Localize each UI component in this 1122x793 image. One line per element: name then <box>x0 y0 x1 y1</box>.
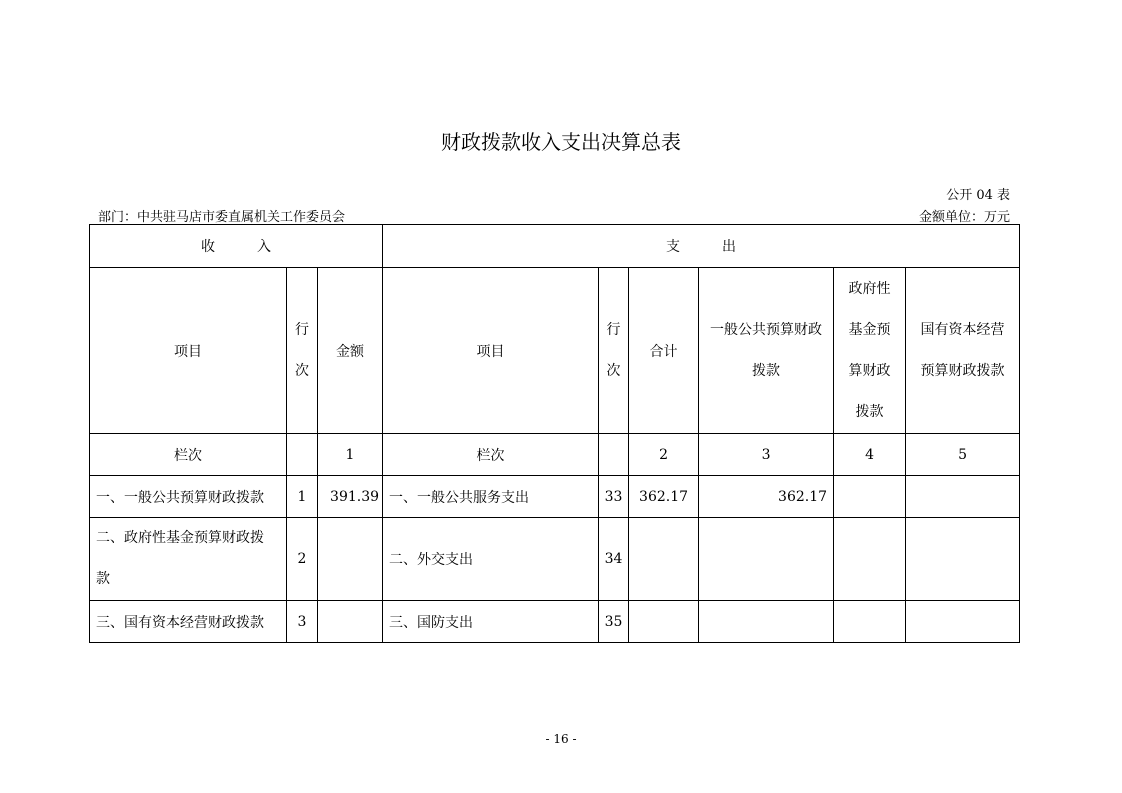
column-index-blank-left <box>287 434 318 476</box>
gov-fund-header-line-3: 算财政 <box>848 362 891 379</box>
income-item-cell: 一、一般公共预算财政拨款 <box>90 476 287 518</box>
gov-fund-cell <box>834 601 906 643</box>
gov-fund-header-line-2: 基金预 <box>848 321 891 338</box>
column-index-label-left: 栏次 <box>90 434 287 476</box>
total-cell: 362.17 <box>629 476 699 518</box>
table-row <box>90 518 1020 601</box>
gov-fund-header-line-1: 政府性 <box>848 280 891 297</box>
expense-item-cell: 三、国防支出 <box>383 601 599 643</box>
table-row <box>90 476 1020 518</box>
income-item-cell: 三、国有资本经营财政拨款 <box>90 601 287 643</box>
income-row-no-cell: 3 <box>287 601 318 643</box>
state-capital-header-line-2: 预算财政拨款 <box>920 362 1005 379</box>
column-index-2: 2 <box>629 434 699 476</box>
state-capital-header-line-1: 国有资本经营 <box>920 321 1005 338</box>
column-index-row <box>90 434 1020 476</box>
state-capital-cell <box>906 518 1020 601</box>
income-amount-header: 金额 <box>318 268 383 434</box>
amount-unit-label: 金额单位：万元 <box>918 210 1010 225</box>
income-item-line-2: 款 <box>96 571 110 587</box>
gov-fund-header <box>834 268 906 434</box>
income-item-cell <box>90 518 287 601</box>
income-amount-cell: 391.39 <box>318 476 383 518</box>
expense-item-cell: 一、一般公共服务支出 <box>383 476 599 518</box>
income-amount-cell <box>318 601 383 643</box>
gov-fund-cell <box>834 476 906 518</box>
gov-fund-header-line-4: 拨款 <box>855 403 884 420</box>
income-row-no-header <box>287 268 318 434</box>
row-no-char-2: 次 <box>295 362 309 379</box>
gov-fund-cell <box>834 518 906 601</box>
general-budget-cell: 362.17 <box>699 476 834 518</box>
total-cell <box>629 518 699 601</box>
general-budget-header-line-2: 拨款 <box>752 362 781 379</box>
column-header-row <box>90 268 1020 434</box>
income-row-no-cell: 2 <box>287 518 318 601</box>
state-capital-header <box>906 268 1020 434</box>
income-item-line-1: 二、政府性基金预算财政拨 <box>96 530 264 546</box>
budget-summary-table <box>89 224 1020 643</box>
state-capital-cell <box>906 476 1020 518</box>
income-amount-cell <box>318 518 383 601</box>
expense-row-no-cell: 34 <box>599 518 629 601</box>
column-index-4: 4 <box>834 434 906 476</box>
column-index-3: 3 <box>699 434 834 476</box>
expense-row-no-cell: 33 <box>599 476 629 518</box>
column-index-5: 5 <box>906 434 1020 476</box>
row-no-char-1: 行 <box>606 321 621 338</box>
expense-row-no-cell: 35 <box>599 601 629 643</box>
expense-section-header: 支 出 <box>383 225 1020 268</box>
column-index-label-right: 栏次 <box>383 434 599 476</box>
expense-row-no-header <box>599 268 629 434</box>
income-section-header: 收 入 <box>90 225 383 268</box>
form-number: 公开 04 表 <box>946 188 1010 203</box>
state-capital-cell <box>906 601 1020 643</box>
total-header: 合计 <box>629 268 699 434</box>
department-label: 部门：中共驻马店市委直属机关工作委员会 <box>98 210 346 225</box>
general-budget-header-line-1: 一般公共预算财政 <box>710 321 823 338</box>
expense-item-header: 项目 <box>383 268 599 434</box>
general-budget-cell <box>699 518 834 601</box>
row-no-char-2: 次 <box>606 362 621 379</box>
column-index-blank-right <box>599 434 629 476</box>
row-no-char-1: 行 <box>295 321 309 338</box>
table-row <box>90 601 1020 643</box>
section-header-row <box>90 225 1020 268</box>
column-index-1: 1 <box>318 434 383 476</box>
income-item-header: 项目 <box>90 268 287 434</box>
expense-item-cell: 二、外交支出 <box>383 518 599 601</box>
income-row-no-cell: 1 <box>287 476 318 518</box>
page-title: 财政拨款收入支出决算总表 <box>441 130 681 154</box>
general-budget-header <box>699 268 834 434</box>
page-number: - 16 - <box>545 732 577 746</box>
total-cell <box>629 601 699 643</box>
general-budget-cell <box>699 601 834 643</box>
